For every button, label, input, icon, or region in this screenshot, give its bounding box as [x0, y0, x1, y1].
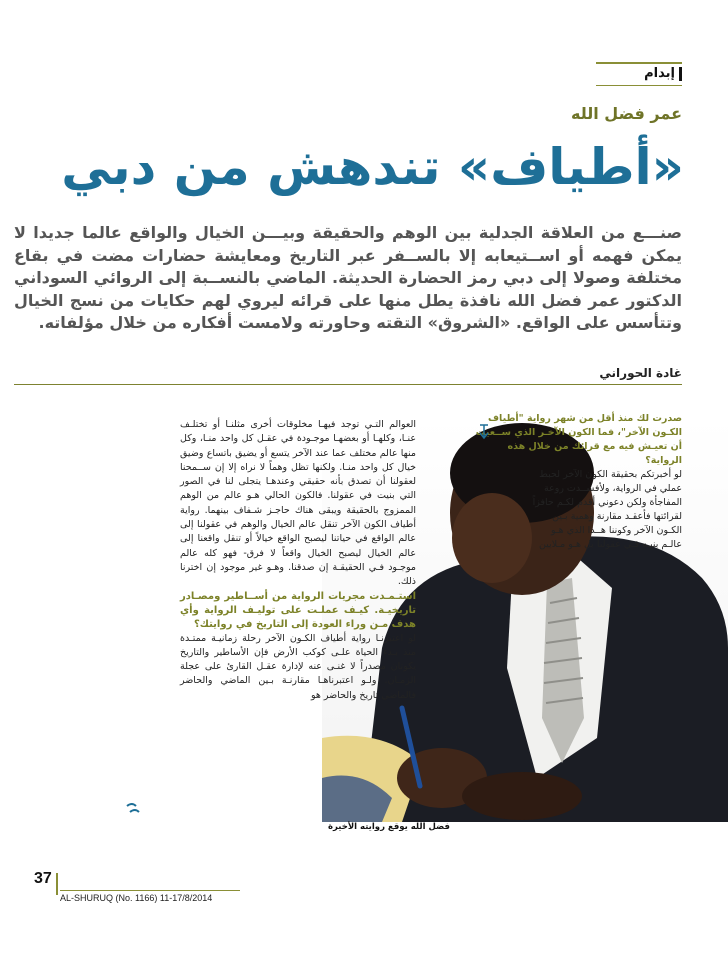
question-1: صدرت لك منذ أقل من شهر رواية "أطياف الكـون الآخر"، فما الكون الآخـر الذي ســعيت أن تعيـش فيه مع قرائك من خلال هذه الرواية؟ — [475, 413, 682, 466]
column-left — [180, 418, 416, 703]
end-mark-icon — [124, 800, 142, 818]
question-marker-icon — [478, 424, 490, 440]
column-right — [468, 412, 682, 552]
section-tag-top-rule — [596, 62, 682, 64]
footer-bar — [56, 873, 58, 895]
answer-2: لو اعتبرنـا رواية أطياف الكـون الآخر رحلة زمانيـة ممتـدة منذ بـدء الحياة علـى كوكب الأرض فإن الأساطير والتاريخ يكونان مصدراً لا غنـى عنه لإدارة عقـل القارئ على عجلة الزمـان. ولـو اعتبرناهـا مقارنـة بـين الماضي والحاضر فالماضي تاريخ والحاضر هو — [180, 632, 416, 701]
page-number: 37 — [34, 870, 52, 887]
headline: «أطياف» تندهش من دبي — [61, 138, 684, 196]
answer-1: لو أخبرتكم بحقيقة الكون الآخر لحبط عملي في الرواية، ولأفســدت روعة المفاجأة ولكن دعوني أقدم لكـم حافزاً لقرائتها فأعقـد مقارنة وهمية بـين الكـون الآخر وكوننا هــذا الذي هـو عالـم بنيـه فـي عقولنا بل هـو مـلايين — [532, 469, 682, 550]
question-2: استـمـدت مجريات الرواية من أســاطير ومصـادر تاريخيـة. كيـف عملـت على توليـف الرواية وأي هدف مـن وراء العودة إلى التاريخ في روايتك؟ — [180, 590, 416, 630]
photo-caption: فضل الله يوقع روايته الأخيرة — [327, 822, 450, 832]
byline-rule — [14, 384, 682, 385]
author-name: عمر فضل الله — [571, 104, 682, 123]
intro-paragraph: صنـــع من العلاقة الجدلية بين الوهم والحقيقة وبيـــن الخيال والواقع عالما جديدا لا يمكن فهمه أو اســتيعابه إلا بالســفر عبر التاريخ ومعايشة حضارات مضت في بقاع مختلفة وصولا إلى دبي رمز الحضارة الحديثة. الماضي بالنســبة إلى الروائي السوداني الدكتور عمر فضل الله نافذة يطل منها على قرائه ليروي لهم حكايات من نسج الخيال وتتأسس على الواقع. «الشروق» التقته وحاورته ولامست أفكاره من خلال مؤلفاته. — [14, 223, 682, 332]
body-paragraph-1: العوالم التـي توجد فيهـا مخلوقات أخرى مثلنـا أو تختلـف عنـا، وكلهـا أو بعضهـا موجـودة في عقـل كل واحد منـا، وكل منها عالم مختلف عما عند الآخر يتسع أو يضيق باتساع وضيق خيال كل واحد منـا. ولكنها تظل وهماً لا نراه إلا إن ســمحنا لعقولنا أن تصدق بأنه حقيقي وعندهـا يتجلى لنا في الصور التي بنيت في عقولنا. فالكون الحالي هـو عالم من الوهم الممزوج بالحقيقة ويبقى هناك حاجـز شـفاف بينهما. رواية أطياف الكون الآخر تنقل عالم الخيال والوهم في عقولنا إلى عالم الواقع في حياتنا ليصبح الواقع خيالاً أو تنقل واقعنا إلى عالم الخيال ليصبح الخيال واقعاً لا فرق- فهو كله عالم موجـود فـي الحقيقـة إن صدقنا. وهـو غير موجود إن اخترنا ذلك. — [180, 419, 416, 588]
issue-info: AL-SHURUQ (No. 1166) 11-17/8/2014 — [60, 893, 213, 903]
byline: غادة الحوراني — [599, 366, 682, 380]
section-tag-bottom-rule — [596, 85, 682, 86]
section-tag — [596, 62, 682, 86]
footer-rule — [60, 890, 240, 891]
section-label: إبدام — [644, 67, 682, 81]
